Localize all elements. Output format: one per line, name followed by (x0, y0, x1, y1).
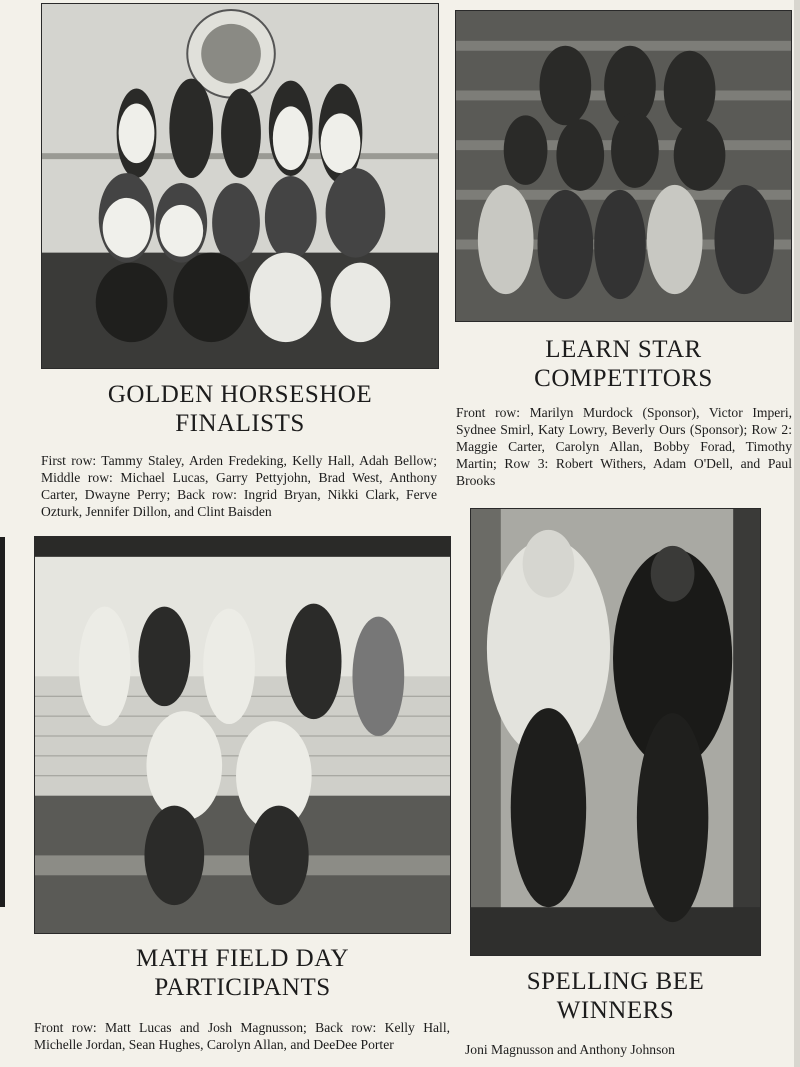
math-field-day-title-line2: PARTICIPANTS (154, 974, 331, 1001)
golden-horseshoe-title (41, 380, 439, 438)
right-edge-shadow (794, 0, 800, 1067)
spelling-bee-photo (470, 508, 761, 956)
math-field-day-title (34, 944, 451, 1002)
golden-horseshoe-caption: First row: Tammy Staley, Arden Fredeking, Kelly Hall, Adah Bellow; Middle row: Michael Lucas, Garry Pettyjohn, Brad West, Anthony Carter, Dwayne Perry; Back row: Ingrid Bryan, Nikki Clark, Ferve Ozturk, Jennifer Dillon, and Clint Baisden (41, 453, 437, 519)
spelling-bee-title-line1: SPELLING BEE (526, 968, 705, 995)
golden-horseshoe-title-line2: FINALISTS (175, 410, 305, 437)
left-edge-mark (0, 537, 5, 907)
golden-horseshoe-photo (41, 3, 439, 369)
learn-star-photo (455, 10, 792, 322)
golden-horseshoe-title-line1: GOLDEN HORSESHOE (107, 381, 373, 408)
math-field-day-title-line1: MATH FIELD DAY (135, 945, 350, 972)
learn-star-title-line1: LEARN STAR (545, 336, 702, 363)
spelling-bee-title-line2: WINNERS (556, 997, 675, 1024)
math-field-day-photo (34, 536, 451, 934)
learn-star-title-line2: COMPETITORS (534, 365, 713, 392)
learn-star-caption: Front row: Marilyn Murdock (Sponsor), Victor Imperi, Sydnee Smirl, Katy Lowry, Beverly Ours (Sponsor); Row 2: Maggie Carter, Carolyn Allan, Bobby Forad, Timothy Martin; Row 3: Robert Withers, Adam O'Dell, and Paul Brooks (456, 405, 792, 488)
spelling-bee-title (470, 967, 761, 1025)
math-field-day-caption: Front row: Matt Lucas and Josh Magnusson; Back row: Kelly Hall, Michelle Jordan, Sean Hughes, Carolyn Allan, and DeeDee Porter (34, 1020, 450, 1052)
spelling-bee-caption: Joni Magnusson and Anthony Johnson (465, 1042, 675, 1057)
learn-star-title (455, 335, 792, 393)
